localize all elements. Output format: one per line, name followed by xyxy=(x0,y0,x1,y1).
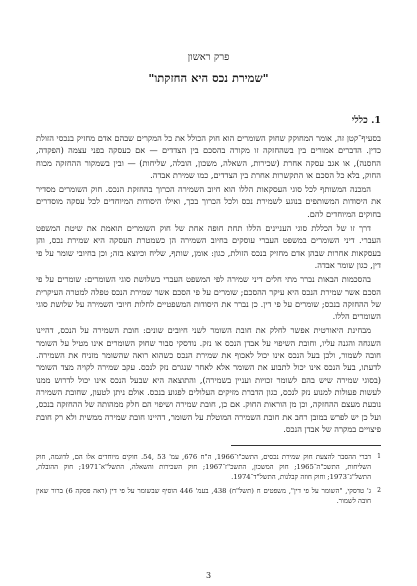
footnote-number: 2 xyxy=(377,487,381,495)
footnote-number: 1 xyxy=(377,453,381,461)
footnote-text: ג' טדסקי, "השומר על פי דין", משפטים ח (תשל"ח) 438, בעמ' 446 הוסיף שבשומר על פי דין (ראה פסקה 6) ברור שאין חובה לשמור. xyxy=(36,487,371,506)
footnote xyxy=(36,452,381,482)
footnote-text: דברי ההסבר להצעת חוק שמירת נכסים, התשכ"ו־1966, ה"ח 676, עמ' 53 ,54. חוקים מיוחדים אלו הם, לדוגמה, חוק השליחות, התשכ"ה־1965; חוק המשכון, התשכ"ז־1967; חוק השכירות והשאלה, התשל"א־1971; חוק ההובלה, התשל"ג־1973; וחוק חוזה קבלנות, התשל"ד־1974. xyxy=(36,453,371,482)
body-paragraph: בסעיף־קטן זה, אומר המחוקק שחוק השומרים הוא חוק הכולל את כל המקרים שבהם אדם מחזיק בנכסי הזולת כדין. הדברים אמורים בין בשהחזקה זו מקורה בהסכם בין הצדדים — אם כעסקה בפני עצמה (הפקדה, החסנה), או אגב עסקה אחרת (שכירות, השאלה, משכון, הובלה, שליחות) — ובין בשמקור ההחזקה מכוח החוק, בלא כל הסכם או התקשרות אחרת בין הצדדים, כמו שמירת אבדה. xyxy=(36,133,381,180)
chapter-number: פרק ראשון xyxy=(187,52,230,63)
section-title: 1. כללי xyxy=(351,115,381,126)
body-paragraph: המכנה המשותף לכל סוגי העסקאות הללו הוא חיוב השמירה הכרוך בהחזקת הנכס. חוק השומרים מסדיר את היסודות המשותפים בנוגע לשמירת נכס ולכל הכרוך בכך, ואילו היסודות המיוחדים לכל עסקה מוסדרים בחוקים המיוחדים להם. xyxy=(36,184,381,219)
page-number: 3 xyxy=(205,571,212,580)
body-paragraph: מבחינת היאורטית אפשר לחלק את חובת השומר לשני חיובים שונים: חובת השמירה על הנכס, דהיינו השגחה והגנה עליו, וחובת השיפוי על אבדן הנכס או נזק. נודסקי סבור שחוק השומרים אינו מטיל על השומר חובה לשמור, ולכן בעל הנכס אינו יכול לאכוף את שמירת הנכס כשהוא רואה שהשומר מזניח את השמירה. לדעתו, בעל הנכס אינו יכול לתבוע את השומר אלא לאחר שנגרם נזק לנכס. עקב שמירה לקויה מצד השומר (בסוגי שמירה שיש בהם לשומר זכויות ועניין בשמירה), והתוצאה היא שבעל הנכס אינו יכול לדרוש ממנו לעשות פעולות למנוע נזק לנכס, כגון הדברת מזיקים העלולים לפגוע בנכס. אולם ניתן לטעון, שחובת השמירה נובעת מעצם ההחזקה, וכן מן הוראות החוק. אם כן, חובת שמירה ושיפוי הם חלק ממהותה של ההחזקה בנכס, ועל כן יש לפרש במובן רחב את חובת השמירה המוטלת על השומר, דהיינו חובת שמירה ממשית ולא רק חובת פיצויים במקרה של אבדן הנכס. xyxy=(36,325,381,434)
footnote-separator xyxy=(231,445,381,446)
body-paragraph: בהסכמות הבאות נברר מתי חלים דיני שמירה לפי המשפט העברי בשלושת סוגי השומרים: שומרים על פי הסכם אשר שמירת הנכס היא עיקר ההסכם; שומרים על פי הסכם אשר שמירת הנכס טפלה למטרה העיקרית של ההחזקה בנכס; שומרים על פי דין. כן נברר את היסודות המשפטיים לחלות חיובי השמירה על שלושת סוגי השומרים הללו. xyxy=(36,274,381,322)
footnote xyxy=(36,486,381,506)
chapter-title: "שמירת נכס היא החזקתו" xyxy=(148,71,269,85)
body-paragraph: דרך זו של הכללת סוגי העניינים הללו תחת חופה אחת של חוק השומרים תואמת את שיטת המשפט העברי. דיני השומרים במשפט העברי עוסקים בחיוב השמירה הן כשמטרת העסקה היא שמירת נכס, והן בעסקאות אחרות שבהן אדם מחזיק בנכס הזולת, כגון: אומן, שותף, שליח וכיוצא בזה; וכן בחיובי שומר על פי דין, כגון שומר אבדה. xyxy=(36,223,381,270)
